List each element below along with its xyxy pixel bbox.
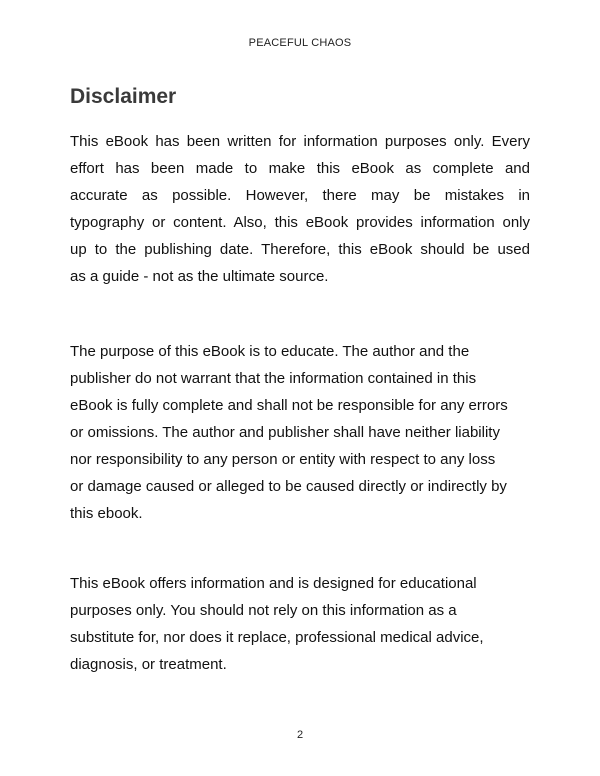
paragraph-line: This eBook offers information and is designed for educational (70, 575, 477, 592)
paragraph-line: nor responsibility to any person or entity with respect to any loss (70, 451, 496, 468)
page-number: 2 (296, 729, 304, 741)
page-title: Disclaimer (70, 85, 177, 108)
running-header: PEACEFUL CHAOS (248, 37, 352, 49)
paragraph-line: this ebook. (70, 505, 143, 522)
paragraph-line: or omissions. The author and publisher shall have neither liability (70, 424, 500, 441)
paragraph-line: effort has been made to make this eBook as complete and (70, 160, 530, 177)
paragraph-line: accurate as possible. However, there may be mistakes in (70, 187, 530, 204)
paragraph-line: up to the publishing date. Therefore, this eBook should be used (70, 241, 530, 258)
paragraph-line: purposes only. You should not rely on this information as a (70, 602, 457, 619)
paragraph-line: substitute for, nor does it replace, professional medical advice, (70, 629, 484, 646)
paragraph-line: eBook is fully complete and shall not be responsible for any errors (70, 397, 508, 414)
paragraph-line: This eBook has been written for information purposes only. Every (70, 133, 530, 150)
paragraph-line: or damage caused or alleged to be caused directly or indirectly by (70, 478, 507, 495)
paragraph-1 (70, 128, 530, 290)
paragraph-line: as a guide - not as the ultimate source. (70, 268, 329, 285)
paragraph-line: typography or content. Also, this eBook provides information only (70, 214, 530, 231)
paragraph-line: publisher do not warrant that the information contained in this (70, 370, 477, 387)
paragraph-line: diagnosis, or treatment. (70, 656, 227, 673)
paragraph-3 (70, 570, 530, 678)
paragraph-line: The purpose of this eBook is to educate. The author and the (70, 343, 470, 360)
paragraph-2 (70, 338, 530, 527)
